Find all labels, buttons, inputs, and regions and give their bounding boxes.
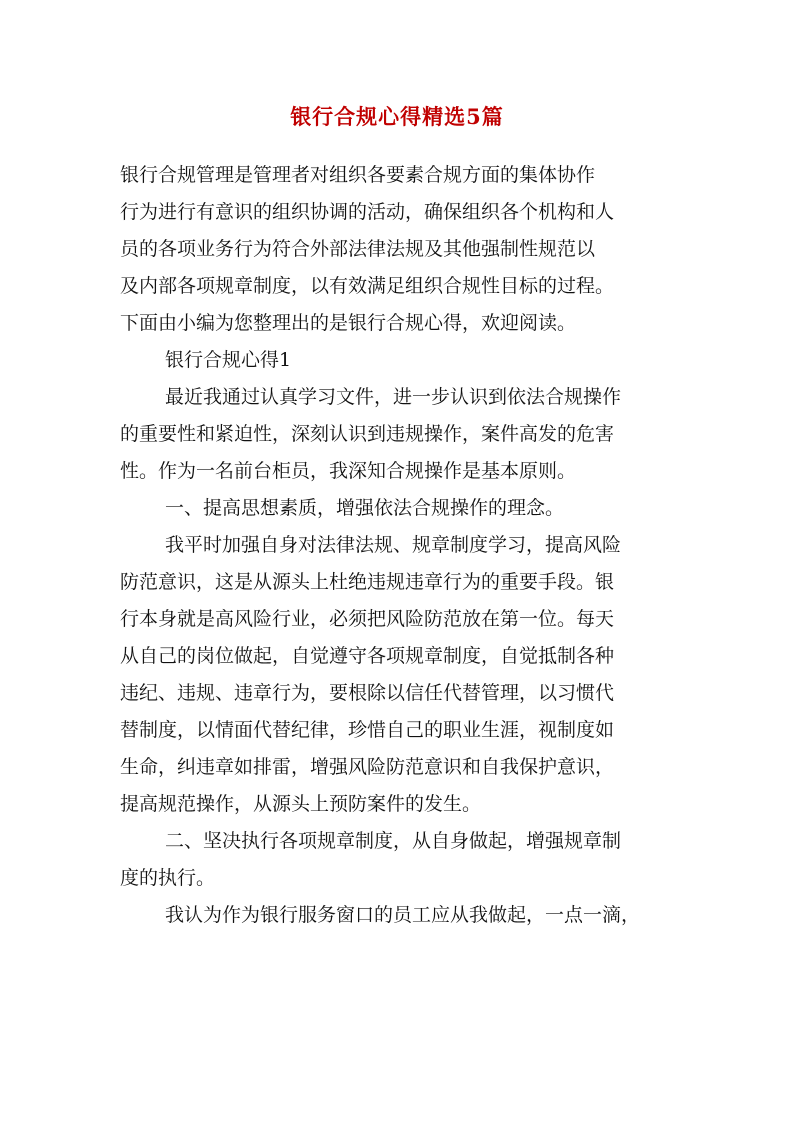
paragraph-line: 行为进行有意识的组织协调的活动，确保组织各个机构和人 bbox=[120, 201, 615, 223]
paragraph-line: 提高规范操作，从源头上预防案件的发生。 bbox=[120, 793, 482, 815]
subheading-line: 度的执行。 bbox=[120, 867, 216, 889]
paragraph-line: 性。作为一名前台柜员，我深知合规操作是基本原则。 bbox=[120, 460, 577, 482]
paragraph-line: 员的各项业务行为符合外部法律法规及其他强制性规范以 bbox=[120, 238, 596, 260]
paragraph-line: 行本身就是高风险行业，必须把风险防范放在第一位。每天 bbox=[120, 608, 615, 630]
paragraph-line: 我平时加强自身对法律法规、规章制度学习，提高风险 bbox=[165, 534, 622, 556]
paragraph-line: 替制度，以情面代替纪律，珍惜自己的职业生涯，视制度如 bbox=[120, 719, 615, 741]
paragraph-line: 及内部各项规章制度，以有效满足组织合规性目标的过程。 bbox=[120, 275, 615, 297]
document-title: 银行合规心得精选5篇 bbox=[290, 104, 504, 129]
paragraph-line: 的重要性和紧迫性，深刻认识到违规操作，案件高发的危害 bbox=[120, 423, 615, 445]
paragraph-line: 防范意识，这是从源头上杜绝违规违章行为的重要手段。银 bbox=[120, 571, 615, 593]
paragraph-line: 我认为作为银行服务窗口的员工应从我做起，一点一滴， bbox=[165, 904, 641, 926]
paragraph-line: 从自己的岗位做起，自觉遵守各项规章制度，自觉抵制各种 bbox=[120, 645, 615, 667]
paragraph-line: 生命，纠违章如排雷，增强风险防范意识和自我保护意识， bbox=[120, 756, 615, 778]
paragraph-line: 违纪、违规、违章行为，要根除以信任代替管理，以习惯代 bbox=[120, 682, 615, 704]
subheading-line: 二、坚决执行各项规章制度，从自身做起，增强规章制 bbox=[165, 830, 622, 852]
paragraph-line: 下面由小编为您整理出的是银行合规心得，欢迎阅读。 bbox=[120, 312, 577, 334]
section-heading: 银行合规心得1 bbox=[165, 349, 292, 371]
subheading-line: 一、提高思想素质，增强依法合规操作的理念。 bbox=[165, 497, 565, 519]
paragraph-line: 最近我通过认真学习文件，进一步认识到依法合规操作 bbox=[165, 386, 622, 408]
paragraph-line: 银行合规管理是管理者对组织各要素合规方面的集体协作 bbox=[120, 164, 596, 186]
